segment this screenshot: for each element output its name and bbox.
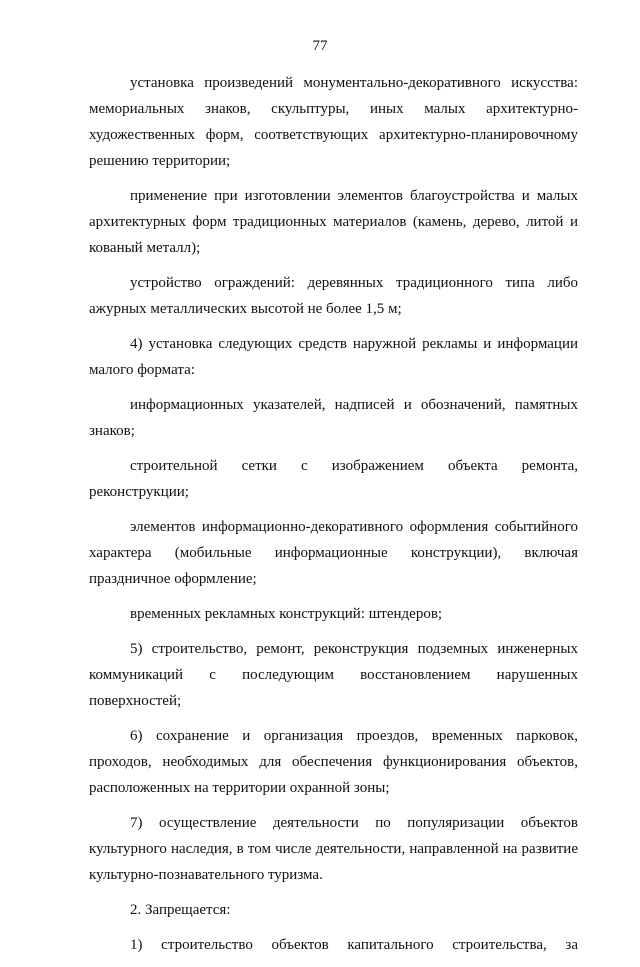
paragraph-underground-utilities: 5) строительство, ремонт, реконструкция подземных инженерных коммуникаций с последующим восстановлением нарушенных поверхностей; bbox=[89, 641, 578, 709]
paragraph-driveways-parking: 6) сохранение и организация проездов, временных парковок, проходов, необходимых для обеспечения функционирования объектов, расположенных на территории охранной зоны; bbox=[89, 728, 578, 796]
paragraph-heritage-popularization: 7) осуществление деятельности по популяризации объектов культурного наследия, в том числе деятельности, направленной на развитие культурно-познавательного туризма. bbox=[89, 815, 578, 883]
paragraph-traditional-materials: применение при изготовлении элементов благоустройства и малых архитектурных форм традиционных материалов (камень, дерево, литой и кованый металл); bbox=[89, 188, 578, 256]
paragraph-decorative-elements: элементов информационно-декоративного оформления событийного характера (мобильные информационные конструкции), включая праздничное оформление; bbox=[89, 519, 578, 587]
paragraph-temporary-advertising: временных рекламных конструкций: штендеров; bbox=[130, 606, 443, 622]
page-number: 77 bbox=[312, 38, 328, 54]
paragraph-fences: устройство ограждений: деревянных традиционного типа либо ажурных металлических высотой не более 1,5 м; bbox=[89, 275, 578, 317]
paragraph-prohibited-heading: 2. Запрещается: bbox=[130, 902, 231, 918]
paragraph-capital-construction: 1) строительство объектов капитального строительства, за bbox=[130, 937, 578, 953]
document-body bbox=[89, 70, 578, 967]
paragraph-monumental-art: установка произведений монументально-декоративного искусства: мемориальных знаков, скульптуры, иных малых архитектурно-художественных форм, соответствующих архитектурно-планировочному решению территории; bbox=[89, 75, 578, 169]
paragraph-info-signs: информационных указателей, надписей и обозначений, памятных знаков; bbox=[89, 397, 578, 439]
paragraph-outdoor-advertising: 4) установка следующих средств наружной рекламы и информации малого формата: bbox=[89, 336, 578, 378]
paragraph-construction-mesh: строительной сетки с изображением объекта ремонта, реконструкции; bbox=[89, 458, 578, 500]
